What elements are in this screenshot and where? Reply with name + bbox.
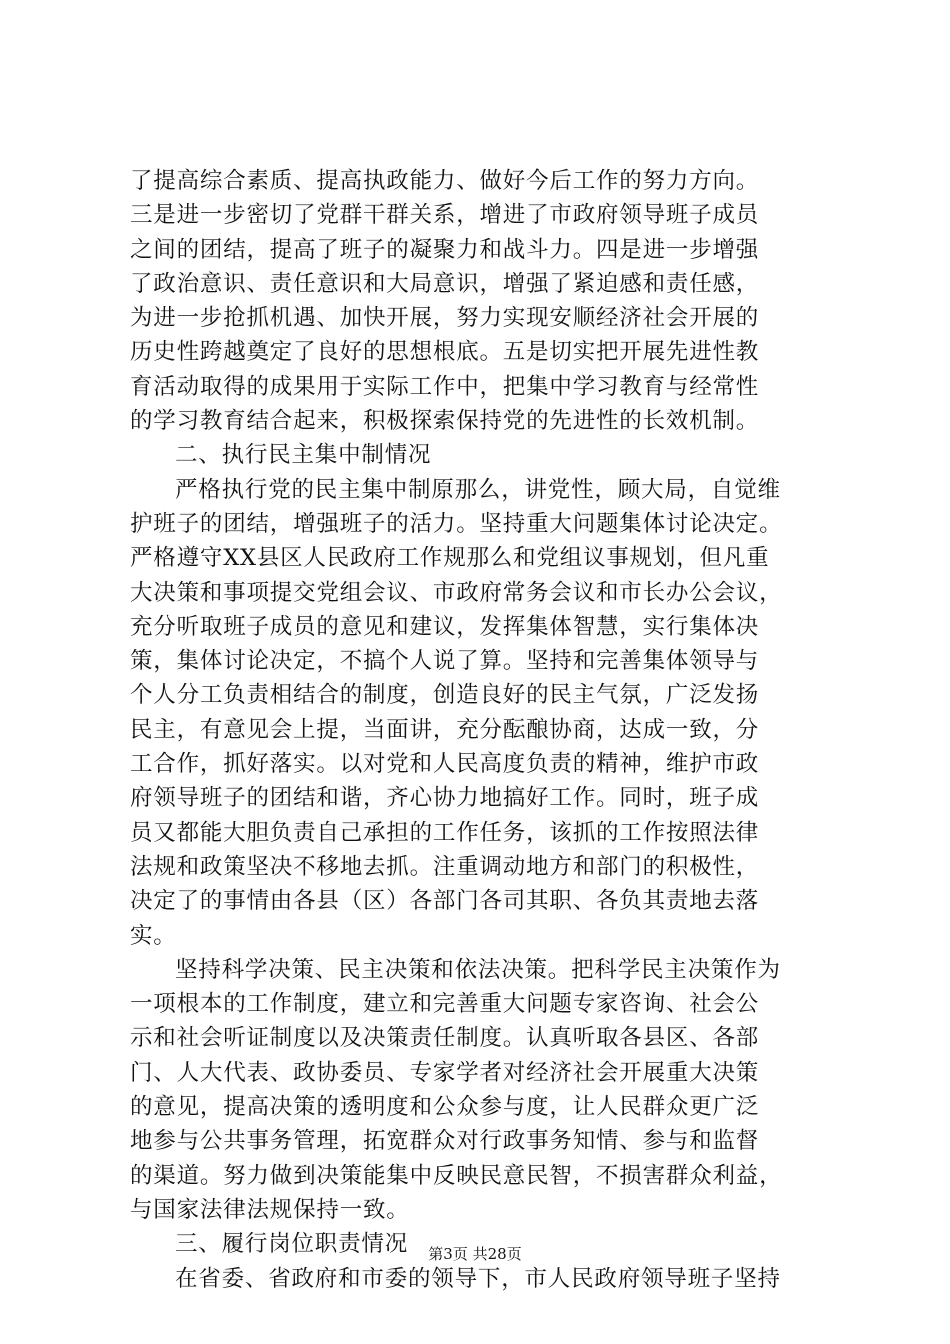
text-line: 府领导班子的团结和谐，齐心协力地搞好工作。同时，班子成 bbox=[130, 785, 760, 812]
text-line: 三是进一步密切了党群干群关系，增进了市政府领导班子成员 bbox=[130, 202, 760, 229]
text-line: 的渠道。努力做到决策能集中反映民意民智，不损害群众利益， bbox=[130, 1162, 783, 1189]
text-line: 民主，有意见会上提，当面讲，充分酝酿协商，达成一致，分 bbox=[130, 716, 760, 743]
text-line: 策，集体讨论决定，不搞个人说了算。坚持和完善集体领导与 bbox=[130, 648, 760, 675]
text-line: 决定了的事情由各县（区）各部门各司其职、各负其责地去落 bbox=[130, 888, 760, 915]
text-line: 育活动取得的成果用于实际工作中，把集中学习教育与经常性 bbox=[130, 373, 760, 400]
text-line: 充分听取班子成员的意见和建议，发挥集体智慧，实行集体决 bbox=[130, 613, 760, 640]
text-line: 在省委、省政府和市委的领导下，市人民政府领导班子坚持 bbox=[175, 1265, 781, 1292]
text-line: 工合作，抓好落实。以对党和人民高度负责的精神，维护市政 bbox=[130, 751, 760, 778]
text-line: 大决策和事项提交党组会议、市政府常务会议和市长办公会议， bbox=[130, 579, 783, 606]
text-line: 法规和政策坚决不移地去抓。注重调动地方和部门的积极性， bbox=[130, 853, 760, 880]
text-line: 的意见，提高决策的透明度和公众参与度，让人民群众更广泛 bbox=[130, 1094, 760, 1121]
text-line: 示和社会听证制度以及决策责任制度。认真听取各县区、各部 bbox=[130, 1025, 760, 1052]
section-heading: 二、执行民主集中制情况 bbox=[175, 442, 432, 469]
text-line: 严格执行党的民主集中制原那么，讲党性，顾大局，自觉维 bbox=[175, 476, 781, 503]
text-line: 了政治意识、责任意识和大局意识，增强了紧迫感和责任感， bbox=[130, 270, 760, 297]
text-line: 历史性跨越奠定了良好的思想根底。五是切实把开展先进性教 bbox=[130, 339, 760, 366]
text-line: 了提高综合素质、提高执政能力、做好今后工作的努力方向。 bbox=[130, 168, 760, 194]
text-line: 严格遵守XX县区人民政府工作规那么和党组议事规划，但凡重 bbox=[130, 545, 770, 572]
text-line: 实。 bbox=[130, 922, 177, 949]
text-line: 护班子的团结，增强班子的活力。坚持重大问题集体讨论决定。 bbox=[130, 510, 783, 537]
section-heading: 三、履行岗位职责情况 bbox=[175, 1231, 409, 1258]
text-line: 的学习教育结合起来，积极探索保持党的先进性的长效机制。 bbox=[130, 408, 760, 435]
text-line: 个人分工负责相结合的制度，创造良好的民主气氛，广泛发扬 bbox=[130, 682, 760, 709]
text-line: 之间的团结，提高了班子的凝聚力和战斗力。四是进一步增强 bbox=[130, 236, 760, 263]
text-line: 门、人大代表、政协委员、专家学者对经济社会开展重大决策 bbox=[130, 1059, 760, 1086]
text-line: 坚持科学决策、民主决策和依法决策。把科学民主决策作为 bbox=[175, 956, 781, 983]
text-line: 一项根本的工作制度，建立和完善重大问题专家咨询、社会公 bbox=[130, 991, 760, 1018]
page-number-footer: 第3页 共28页 bbox=[428, 1245, 522, 1263]
text-line: 员又都能大胆负责自己承担的工作任务，该抓的工作按照法律 bbox=[130, 819, 760, 846]
document-body bbox=[130, 164, 840, 1296]
text-line: 地参与公共事务管理，拓宽群众对行政事务知情、参与和监督 bbox=[130, 1128, 760, 1155]
text-line: 与国家法律法规保持一致。 bbox=[130, 1196, 410, 1223]
text-line: 为进一步抢抓机遇、加快开展，努力实现安顺经济社会开展的 bbox=[130, 305, 760, 332]
